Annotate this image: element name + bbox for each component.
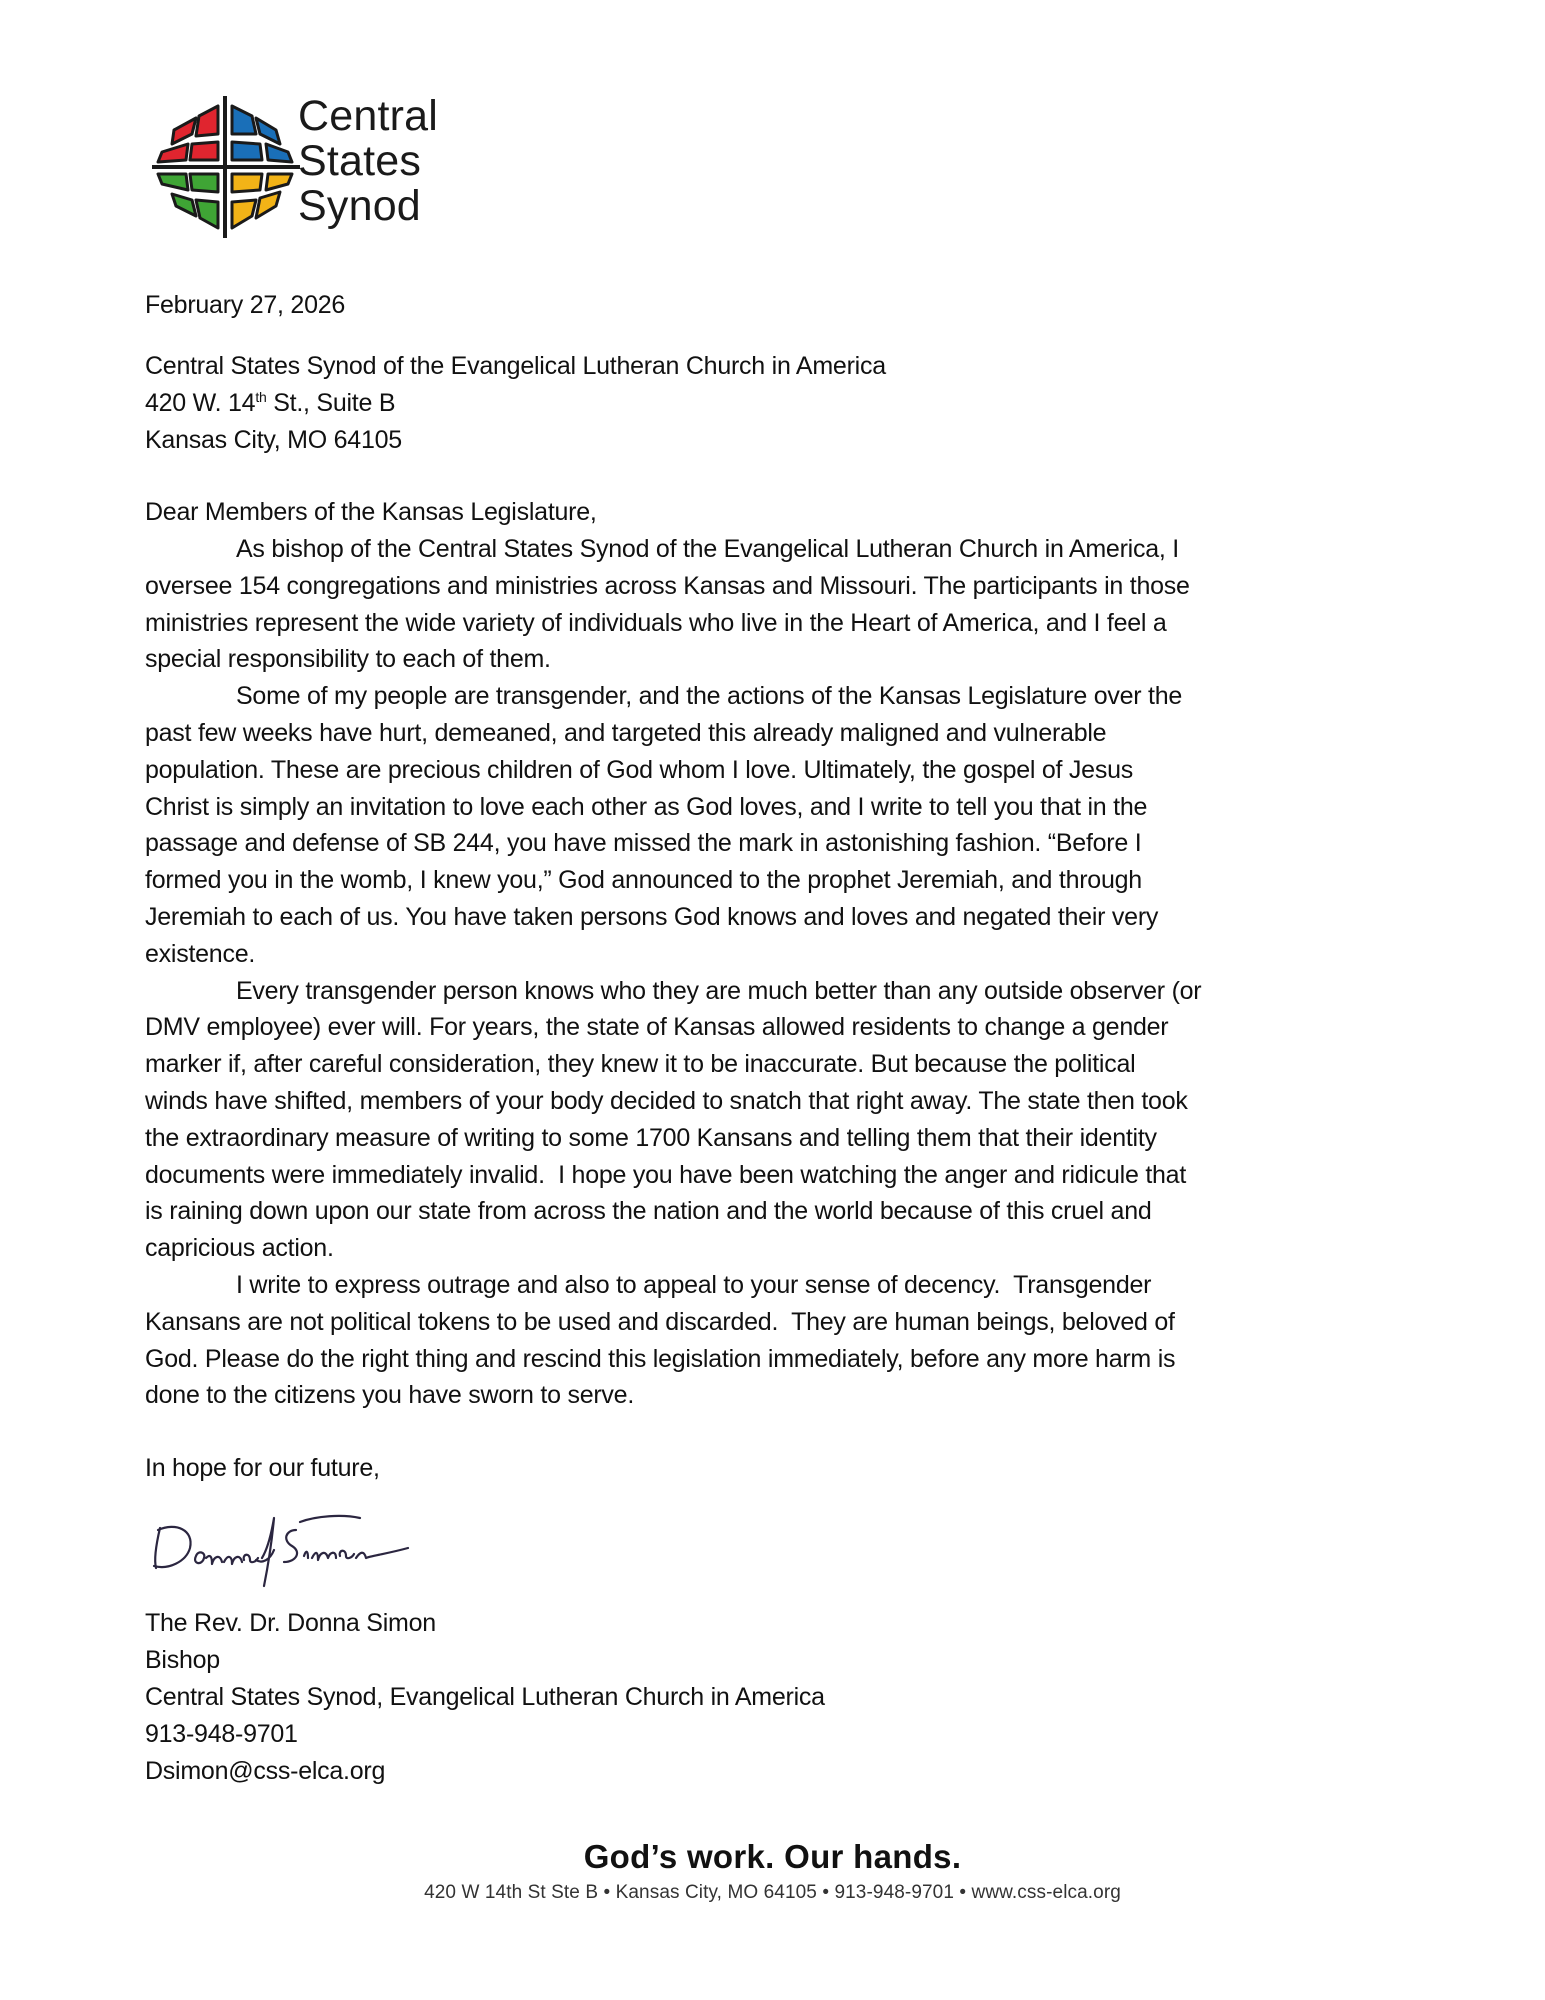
body-line: marker if, after careful consideration, they knew it to be inaccurate. But because the political [145,1050,1136,1079]
letter-date: February 27, 2026 [145,291,346,319]
footer-tagline: God’s work. Our hands. [583,1838,962,1875]
body-line: Christ is simply an invitation to love each other as God loves, and I write to tell you that in the [145,792,1148,821]
body-line: ministries represent the wide variety of individuals who live in the Heart of America, and I feel a [145,608,1167,637]
body-line: DMV employee) ever will. For years, the state of Kansas allowed residents to change a gender [145,1013,1169,1042]
signatory-name: The Rev. Dr. Donna Simon [145,1609,436,1637]
footer-address: 420 W 14th St Ste B • Kansas City, MO 64105 • 913-948-9701 • www.css-elca.org [424,1882,1121,1903]
body-line: special responsibility to each of them. [145,645,551,674]
body-line: Every transgender person knows who they are much better than any outside observer (or [236,976,1202,1005]
body-line: God. Please do the right thing and rescind this legislation immediately, before any more harm is [145,1344,1176,1373]
body-line: the extraordinary measure of writing to some 1700 Kansans and telling them that their identity [145,1123,1157,1152]
body-line: Jeremiah to each of us. You have taken persons God knows and loves and negated their very [145,903,1159,931]
body-line: As bishop of the Central States Synod of the Evangelical Lutheran Church in America, I [236,535,1179,563]
closing: In hope for our future, [145,1454,380,1482]
body-line: is raining down upon our state from across the nation and the world because of this cruel and [145,1197,1152,1226]
signatory-title: Bishop [145,1646,220,1674]
logo-wordmark [298,94,438,229]
body-line: passage and defense of SB 244, you have missed the mark in astonishing fashion. “Before I [145,829,1142,858]
body-line: done to the citizens you have sworn to serve. [145,1381,635,1410]
signatory-phone: 913-948-9701 [145,1720,298,1748]
body-line: past few weeks have hurt, demeaned, and targeted this already maligned and vulnerable [145,719,1107,747]
body-line: population. These are precious children of God whom I love. Ultimately, the gospel of Jesus [145,755,1133,784]
body-line: formed you in the womb, I knew you,” God announced to the prophet Jeremiah, and through [145,866,1142,895]
logo-line-3: Synod [298,182,421,230]
handwritten-signature [146,1500,426,1592]
body-line: existence. [145,939,256,968]
body-line: documents were immediately invalid. I hope you have been watching the anger and ridicule that [145,1160,1187,1189]
body-line: oversee 154 congregations and ministries across Kansas and Missouri. The participants in those [145,571,1190,600]
signature-icon [146,1500,426,1592]
body-line: I write to express outrage and also to appeal to your sense of decency. Transgender [236,1271,1152,1299]
synod-logo [152,94,452,240]
logo-line-1: Central [298,92,439,140]
salutation: Dear Members of the Kansas Legislature, [145,498,597,526]
body-line: capricious action. [145,1234,334,1263]
recipient-organization: Central States Synod of the Evangelical Lutheran Church in America [145,352,886,380]
body-line: Some of my people are transgender, and the actions of the Kansas Legislature over the [236,682,1183,711]
recipient-street: 420 W. 14th St., Suite B [145,389,396,417]
body-line: Kansans are not political tokens to be used and discarded. They are human beings, beloved of [145,1307,1175,1336]
elca-cross-globe-icon [152,94,302,240]
body-line: winds have shifted, members of your body decided to snatch that right away. The state then took [145,1087,1188,1115]
signatory-email: Dsimon@css-elca.org [145,1757,386,1785]
signatory-organization: Central States Synod, Evangelical Lutheran Church in America [145,1683,825,1711]
logo-line-2: States [298,137,422,185]
recipient-city: Kansas City, MO 64105 [145,426,402,454]
